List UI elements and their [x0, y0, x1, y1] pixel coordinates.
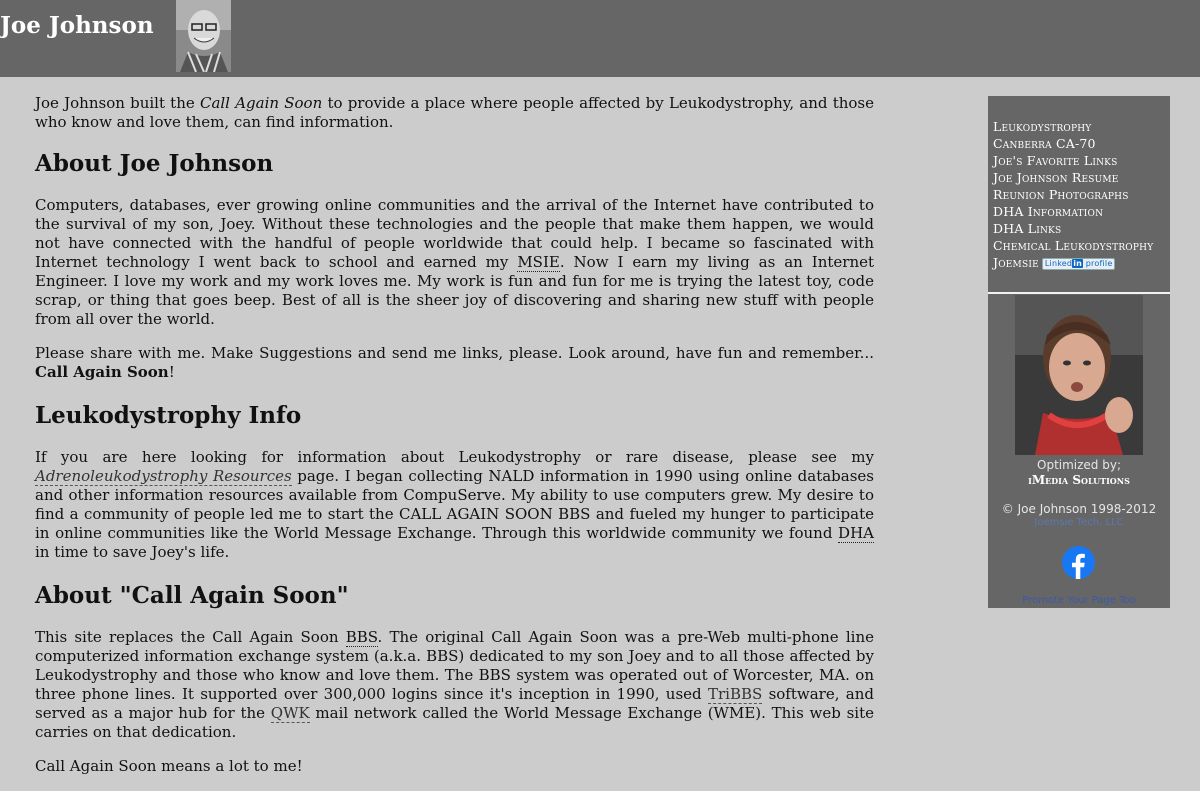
leuko-paragraph: If you are here looking for information about Leukodystrophy or rare disease, please see my Adrenoleukodystrophy Resources page. I began collecting NALD information in 1990 using online databases and other information resources available from CompuServe. My ability to use computers grew. My desire to find a community of people led me to start the CALL AGAIN SOON BBS and fueled my hunger to participate in online communities like the World Message Exchange. Through this worldwide community we found DHA in time to save Joey's life. [35, 448, 874, 561]
nav-joemsie[interactable]: Joemsie Linkedin profile [993, 254, 1153, 271]
facebook-icon[interactable] [1062, 546, 1095, 579]
intro-paragraph: Joe Johnson built the Call Again Soon to provide a place where people affected by Leukodystrophy, and those who know and love them, can find information. [35, 94, 874, 131]
about-cas-heading: About "Call Again Soon" [35, 582, 349, 609]
linkedin-profile-badge[interactable]: Linkedin profile [1042, 258, 1116, 270]
copyright: © Joe Johnson 1998-2012 Joemsie Tech, LLC [988, 502, 1170, 529]
tribbs-link[interactable]: TriBBS [707, 685, 763, 703]
about-cas-paragraph: This site replaces the Call Again Soon BBS. The original Call Again Soon was a pre-Web multi-phone line computerized information exchange system (a.k.a. BBS) dedicated to my son Joey and to all those affected by Leukodystrophy and those who know and love them. The BBS system was operated out of Worcester, MA. on three phone lines. It supported over 300,000 logins since it's inception in 1990, used TriBBS software, and served as a major hub for the QWK mail network called the World Message Exchange (WME). This web site carries on that dedication. [35, 628, 875, 741]
bbs-abbr[interactable]: BBS [345, 628, 378, 646]
nav-reunion-photographs[interactable]: Reunion Photographs [993, 187, 1129, 202]
author-portrait [176, 0, 231, 72]
nav-resume[interactable]: Joe Johnson Resume [993, 170, 1119, 185]
sidebar-nav [993, 118, 1153, 271]
about-joe-paragraph: Computers, databases, ever growing online communities and the arrival of the Internet have contributed to the survival of my son, Joey. Without these technologies and the people that make them happen, we would not have connected with the handful of people worldwide that could help. I became so fascinated with Internet technology I went back to school and earned my MSIE. Now I earn my living as an Internet Engineer. I love my work and my work loves me. My work is fun and fun for me is trying the latest toy, code scrap, or thing that goes beep. Best of all is the sheer joy of discovering and sharing new stuff with people from all over the world. [35, 196, 875, 328]
leuko-heading: Leukodystrophy Info [35, 402, 302, 429]
joemsie-tech-link[interactable]: Joemsie Tech, LLC [1034, 517, 1124, 528]
dha-abbr[interactable]: DHA [838, 524, 874, 542]
joey-photo [1015, 295, 1143, 455]
about-joe-heading: About Joe Johnson [35, 150, 274, 177]
share-paragraph: Please share with me. Make Suggestions and send me links, please. Look around, have fun and remember... Call Again Soon! [35, 344, 874, 381]
imedia-solutions-link[interactable]: iMedia Solutions [1028, 473, 1130, 487]
nav-chemical-leukodystrophy[interactable]: Chemical Leukodystrophy [993, 238, 1154, 253]
qwk-link[interactable]: QWK [270, 704, 310, 722]
nav-canberra[interactable]: Canberra CA-70 [993, 136, 1096, 151]
main-content [35, 94, 874, 791]
sidebar [988, 96, 1170, 608]
ald-resources-link[interactable]: Adrenoleukodystrophy Resources [35, 467, 292, 485]
site-header [0, 0, 1200, 77]
closing-paragraph: Call Again Soon means a lot to me! [35, 757, 303, 775]
promote-page-link[interactable]: Promote Your Page Too [1022, 595, 1136, 606]
sidebar-divider [988, 292, 1170, 294]
site-title-emphasis: Call Again Soon [199, 94, 323, 112]
nav-dha-information[interactable]: DHA Information [993, 204, 1104, 219]
nav-dha-links[interactable]: DHA Links [993, 221, 1062, 236]
msie-abbr[interactable]: MSIE [517, 253, 560, 271]
nav-leukodystrophy[interactable]: Leukodystrophy [993, 119, 1092, 134]
site-name[interactable]: Joe Johnson [0, 12, 154, 39]
optimized-by: Optimized by; iMedia Solutions [988, 458, 1170, 488]
nav-favorite-links[interactable]: Joe's Favorite Links [993, 153, 1118, 168]
